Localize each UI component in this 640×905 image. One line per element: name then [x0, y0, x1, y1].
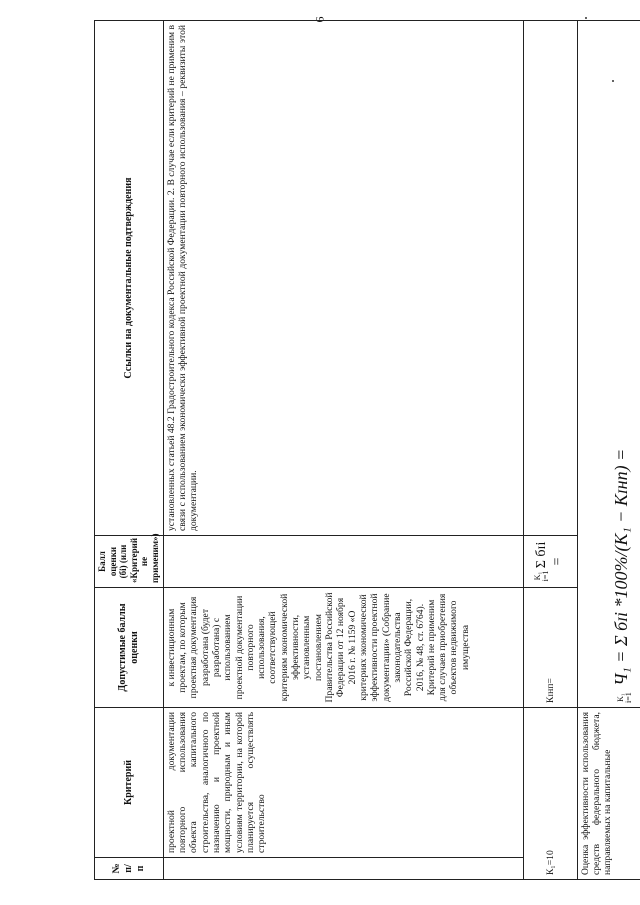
table-header-row — [95, 21, 164, 880]
sum-expression: Σ бɪi = — [533, 541, 566, 569]
header-refs: Ссылки на документальные подтверждения — [95, 21, 164, 536]
criteria-table — [94, 20, 640, 880]
row3-criterion: Оценка эффективности использования средств федерального бюджета, направляемых на капитальные — [577, 708, 640, 880]
rotated-document — [94, 20, 634, 880]
header-num: № п/п — [95, 858, 164, 880]
row3-formula-cell — [577, 21, 640, 708]
row2-refs-empty — [523, 21, 577, 536]
row2-kip: Кɪнп= — [523, 588, 577, 708]
formula-lower-limit: i=1 — [624, 692, 634, 703]
row1-scores: к инвестиционным проектам, по которым проектная документация разработана (будет разработана) с использованием проектной документации повторного использования, соответствующей критериям экономической эффективности, установленным постановлением Правительства Российской Федерации от 12 ноября 2016 г. № 1159 «О критериях экономической эффективности проектной документации» (Собрание законодательства Российской Федерации, 2016, № 48, ст. 6764). Критерий не применим для случаев приобретения объектов недвижимого имущества — [163, 588, 523, 708]
table-row — [523, 21, 577, 880]
table-row — [163, 21, 523, 880]
row2-k1: К₁=10 — [523, 708, 577, 880]
sum-upper-limit: K₁ — [533, 571, 543, 581]
efficiency-formula: Ч₁ = Σ бɪi *100%/(К₁ − Кɪнп) = — [611, 448, 632, 686]
header-ball: Балл оценки (бi) (или «Критерий не применим») — [95, 536, 164, 588]
header-criterion: Критерий — [95, 708, 164, 858]
row1-ball — [163, 536, 523, 588]
row1-num — [163, 858, 523, 880]
header-scores: Допустимые баллы оценки — [95, 588, 164, 708]
row2-sum — [523, 536, 577, 588]
scan-speck — [585, 17, 587, 19]
formula-upper-limit: K₁ — [616, 693, 626, 702]
sum-lower-limit: i=1 — [541, 570, 551, 582]
table-row — [577, 21, 640, 880]
row1-refs: установленных статьей 48.2 Градостроительного кодекса Российской Федерации. 2. В случае если критерий не применим в связи с использованием экономически эффективной проектной документации повторного использования – реквизиты этой документации. — [163, 21, 523, 536]
row1-criterion: проектной документации повторного использования объекта капитального строительства, аналогичного по назначению и проектной мощности, природным и иным условиям территории, на которой планируется осуществлять строительство — [163, 708, 523, 858]
page-number: 6 — [312, 16, 327, 23]
